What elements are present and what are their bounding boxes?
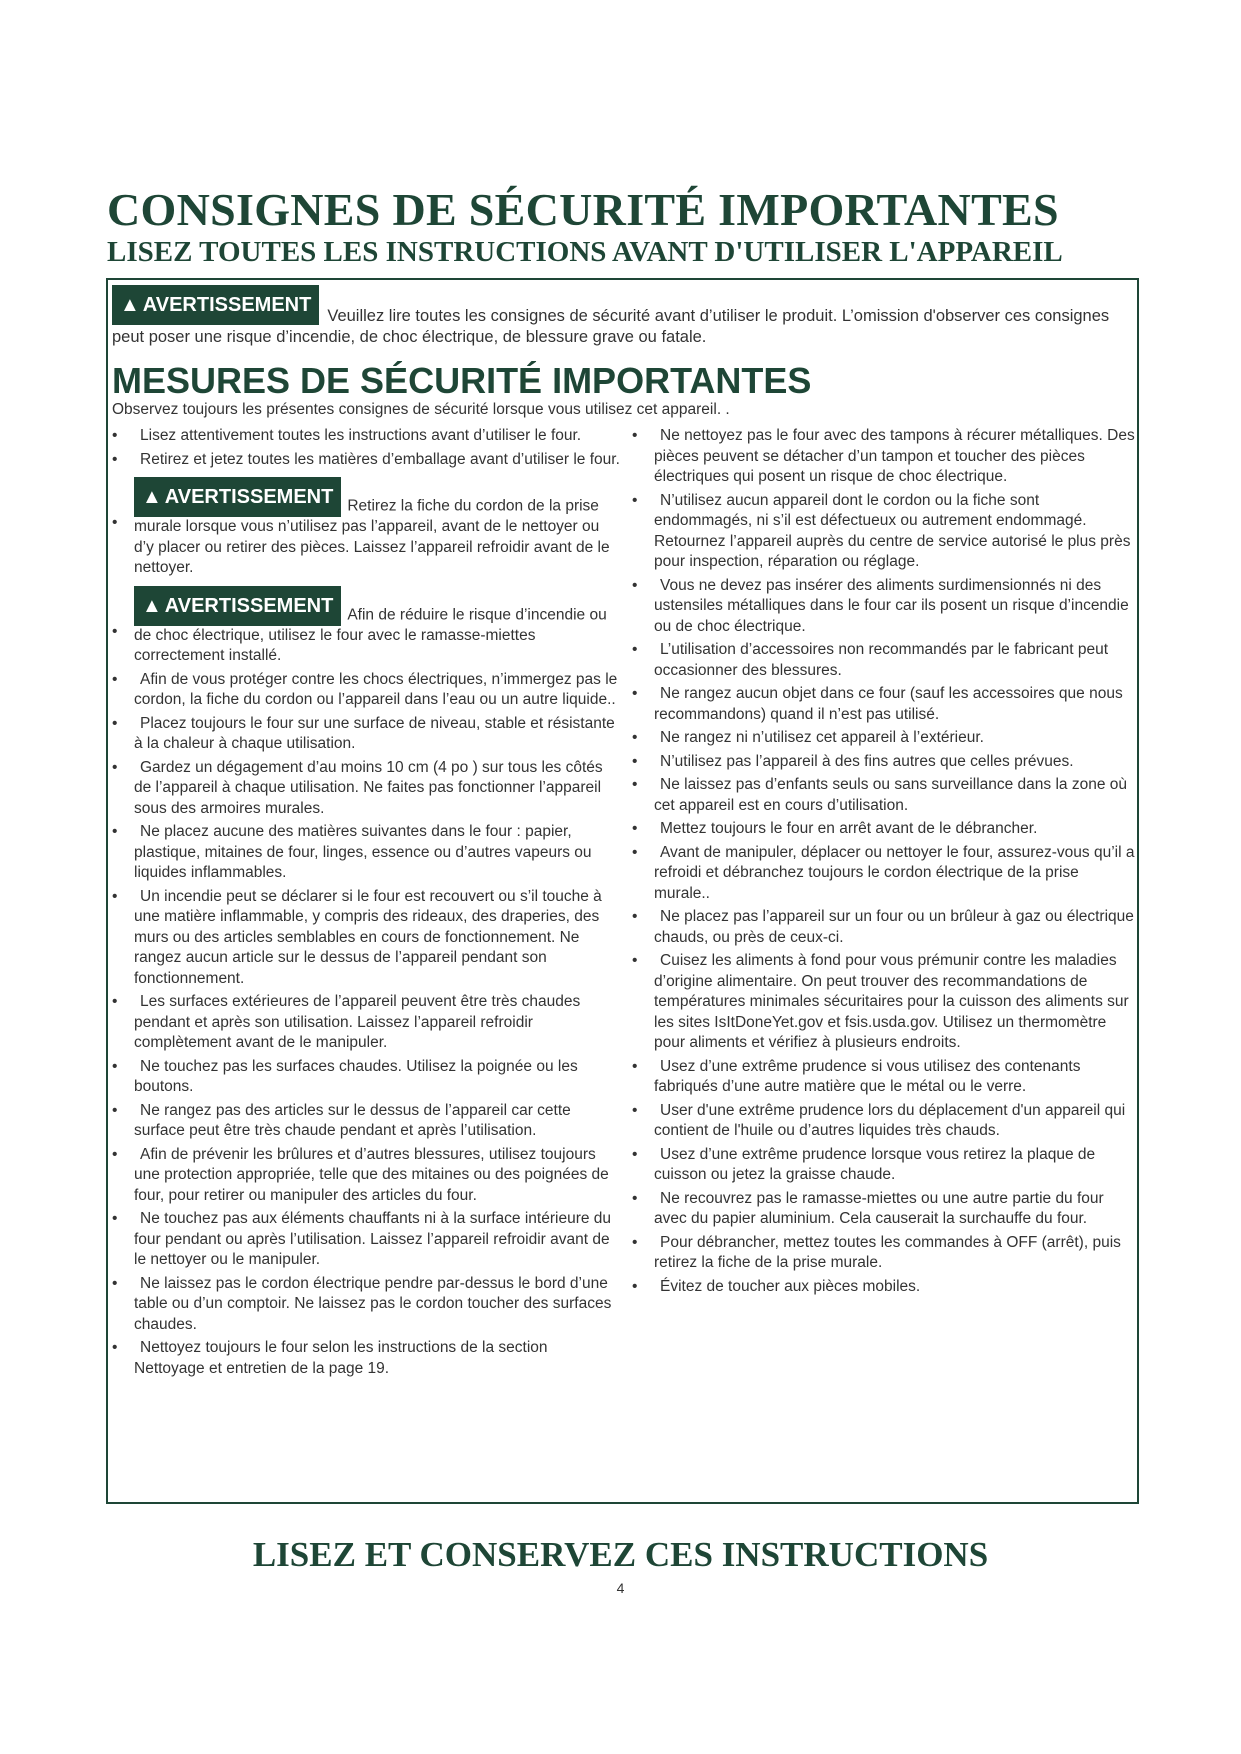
list-item: • Nettoyez toujours le four selon les instructions de la section Nettoyage et entretien de la page 19. (112, 1338, 620, 1379)
list-item: • Lisez attentivement toutes les instructions avant d’utiliser le four. (112, 426, 620, 447)
list-item: • Avant de manipuler, déplacer ou nettoyer le four, assurez-vous qu’il a refroidi et débranchez toujours le cordon électrique de la prise murale.. (632, 843, 1138, 905)
list-item: • Ne recouvrez pas le ramasse-miettes ou une autre partie du four avec du papier aluminium. Cela causerait la surchauffe du four. (632, 1189, 1138, 1230)
list-item: • Mettez toujours le four en arrêt avant de le débrancher. (632, 819, 1138, 840)
warning-triangle-icon: ▲ (142, 594, 162, 617)
list-item: • Usez d’une extrême prudence si vous utilisez des contenants fabriqués d’une autre matière que le métal ou le verre. (632, 1057, 1138, 1098)
warning-badge-label: AVERTISSEMENT (142, 294, 312, 316)
list-item: • Retirez et jetez toutes les matières d’emballage avant d’utiliser le four. (112, 450, 620, 471)
list-item: • Afin de prévenir les brûlures et d’autres blessures, utilisez toujours une protection appropriée, telle que des mitaines ou des poignées de four, pour retirer ou manipuler des articles du four. (112, 1145, 620, 1207)
list-item-warning: • ▲ AVERTISSEMENT Retirez la fiche du cordon de la prise murale lorsque vous n’utilisez pas l’appareil, avant de le nettoyer ou d’y placer ou retirer des pièces. Laissez l’appareil refroidir avant de le nettoyer. (112, 473, 620, 579)
warning-badge (112, 285, 319, 325)
observe-text: Observez toujours les présentes consignes de sécurité lorsque vous utilisez cet appareil. . (112, 401, 730, 418)
warning-triangle-icon: ▲ (120, 294, 140, 316)
list-item: • L’utilisation d’accessoires non recommandés par le fabricant peut occasionner des blessures. (632, 640, 1138, 681)
section-title: MESURES DE SÉCURITÉ IMPORTANTES (112, 360, 812, 401)
warning-badge-label: AVERTISSEMENT (164, 594, 334, 617)
list-item: • Les surfaces extérieures de l’appareil peuvent être très chaudes pendant et après son utilisation. Laissez l’appareil refroidir complètement avant de le manipuler. (112, 992, 620, 1054)
list-item: • Gardez un dégagement d’au moins 10 cm (4 po ) sur tous les côtés de l’appareil à chaque utilisation. Ne faites pas fonctionner l’appareil sous des armoires murales. (112, 758, 620, 820)
warning-badge (134, 477, 341, 517)
list-item: • Ne rangez ni n’utilisez cet appareil à l’extérieur. (632, 728, 1138, 749)
list-item: • Évitez de toucher aux pièces mobiles. (632, 1277, 1138, 1298)
intro-warning (112, 285, 1122, 348)
list-item: • Ne rangez aucun objet dans ce four (sauf les accessoires que nous recommandons) quand il n’est pas utilisé. (632, 684, 1138, 725)
left-column-list (112, 426, 620, 1382)
list-item: • Ne rangez pas des articles sur le dessus de l’appareil car cette surface peut être très chaude pendant et après l’utilisation. (112, 1101, 620, 1142)
footer-title: LISEZ ET CONSERVEZ CES INSTRUCTIONS (252, 1535, 989, 1574)
list-item: • Un incendie peut se déclarer si le four est recouvert ou s’il touche à une matière inflammable, y compris des rideaux, des draperies, des murs ou des articles semblables en cours de fonctionnement. Ne rangez aucun article sur le dessus de l’appareil pendant son fonctionnement. (112, 887, 620, 990)
right-column-list (632, 426, 1138, 1300)
list-item: • Ne laissez pas d’enfants seuls ou sans surveillance dans la zone où cet appareil est en cours d’utilisation. (632, 775, 1138, 816)
warning-badge (134, 586, 341, 626)
list-item: • Usez d’une extrême prudence lorsque vous retirez la plaque de cuisson ou jetez la graisse chaude. (632, 1145, 1138, 1186)
list-item: • Cuisez les aliments à fond pour vous prémunir contre les maladies d’origine alimentaire. On peut trouver des recommandations de températures minimales sécuritaires pour la cuisson des aliments sur les sites IsItDoneYet.gov et fsis.usda.gov. Utilisez un thermomètre pour aliments et vérifiez à plusieurs endroits. (632, 951, 1138, 1054)
list-item: • Ne touchez pas les surfaces chaudes. Utilisez la poignée ou les boutons. (112, 1057, 620, 1098)
intro-text: Veuillez lire toutes les consignes de sécurité avant d’utiliser le produit. L’omission d'observer ces consignes peut poser une risque d’incendie, de choc électrique, de blessure grave ou fatale. (112, 307, 1110, 346)
list-item: • User d'une extrême prudence lors du déplacement d'un appareil qui contient de l'huile ou d’autres liquides très chauds. (632, 1101, 1138, 1142)
warning-badge-label: AVERTISSEMENT (164, 486, 334, 508)
warning-triangle-icon: ▲ (142, 486, 162, 508)
page-number: 4 (616, 1580, 625, 1596)
list-item: • Vous ne devez pas insérer des aliments surdimensionnés ni des ustensiles métalliques dans le four car ils posent un risque d’incendie ou de choc électrique. (632, 576, 1138, 638)
list-item: • Pour débrancher, mettez toutes les commandes à OFF (arrêt), puis retirez la fiche de la prise murale. (632, 1233, 1138, 1274)
list-item: • Ne touchez pas aux éléments chauffants ni à la surface intérieure du four pendant ou après l’utilisation. Laissez l’appareil refroidir avant de le nettoyer ou le manipuler. (112, 1209, 620, 1271)
list-item: • Ne placez aucune des matières suivantes dans le four : papier, plastique, mitaines de four, linges, essence ou d’autres vapeurs ou liquides inflammables. (112, 822, 620, 884)
list-item: • Ne nettoyez pas le four avec des tampons à récurer métalliques. Des pièces peuvent se détacher d’un tampon et toucher des pièces électriques qui posent un risque de choc électrique. (632, 426, 1138, 488)
list-item: • Ne placez pas l’appareil sur un four ou un brûleur à gaz ou électrique chauds, ou près de ceux-ci. (632, 907, 1138, 948)
list-item: • N’utilisez aucun appareil dont le cordon ou la fiche sont endommagés, ni s’il est défectueux ou autrement endommagé. Retournez l’appareil auprès du centre de service autorisé le plus près pour inspection, réparation ou réglage. (632, 491, 1138, 573)
list-item: • Ne laissez pas le cordon électrique pendre par-dessus le bord d’une table ou d’un comptoir. Ne laissez pas le cordon toucher des surfaces chaudes. (112, 1274, 620, 1336)
list-item: • Afin de vous protéger contre les chocs électriques, n’immergez pas le cordon, la fiche du cordon ou l’appareil dans l’eau ou un autre liquide.. (112, 670, 620, 711)
list-item: • Placez toujours le four sur une surface de niveau, stable et résistante à la chaleur à chaque utilisation. (112, 714, 620, 755)
list-item: • N’utilisez pas l’appareil à des fins autres que celles prévues. (632, 752, 1138, 773)
list-item-warning: • ▲ AVERTISSEMENT Afin de réduire le risque d’incendie ou de choc électrique, utilisez le four avec le ramasse-miettes correctement installé. (112, 582, 620, 667)
page-subtitle: LISEZ TOUTES LES INSTRUCTIONS AVANT D'UTILISER L'APPAREIL (107, 236, 1063, 268)
page-title: CONSIGNES DE SÉCURITÉ IMPORTANTES (107, 184, 1059, 235)
